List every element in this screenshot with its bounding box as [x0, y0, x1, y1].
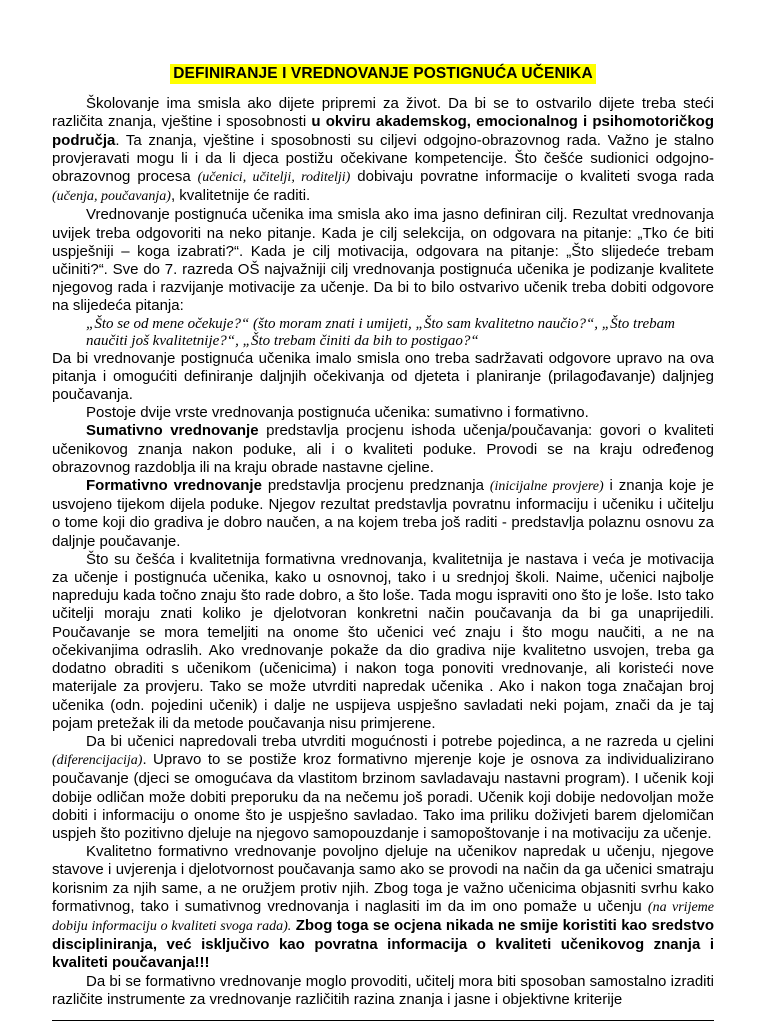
p1-text-e: dobivaju povratne informacije o kvaliteti svoga rada	[350, 168, 714, 186]
paragraph-3: Da bi vrednovanje postignuća učenika imalo smisla ono treba sadržavati odgovore upravo na ova pitanja i omogućiti definiranje daljnjih očekivanja od djeteta i planiranje (prilagođavanje) daljnjeg poučavanja.	[52, 349, 714, 404]
paragraph-5	[52, 422, 714, 477]
p1-italic-f: (učenja, poučavanja)	[52, 189, 171, 205]
paragraph-2: Vrednovanje postignuća učenika ima smisla ako ima jasno definiran cilj. Rezultat vrednovanja uvijek treba odgovoriti na neko pitanje. Kada je cilj selekcija, on odgovara na pitanje: „Tko će biti uspješniji – koga izabrati?“. Kada je cilj motivacija, odgovara na pitanje: „Što slijedeće trebam učiniti?“. Sve do 7. razreda OŠ najvažniji cilj vrednovanja postignuća učenika je podizanje kvalitete njegovog rada i razvijanje motivacije za učenje. Da bi to bilo ostvarivo učenik treba dobiti odgovore na slijedeća pitanja:	[52, 206, 714, 315]
bottom-rule	[52, 1020, 714, 1021]
p9-bold: Zbog toga se ocjena nikada ne smije koristiti kao sredstvo discipliniranja, već isključivo kao povratna informacija o kvaliteti učenikovog znanja i kvaliteti poučavanja!!!	[52, 916, 714, 972]
p8-text-c: . Upravo to se postiže kroz formativno mjerenje koje je osnova za individualizirano poučavanje (djeci se omogućava da vlastitom brzinom savladavaju nastavni program). I učenik koji dobije odličan može dobiti preporuku da na nečemu još poradi. Učenik koji dobije nedovoljan može dobiti i informaciju o onome što je uspješno savladao. Tako ima priliku doživjeti barem djelomičan uspjeh što pozitivno djeluje na njegovo samopouzdanje i samopoštovanje i na motivaciju za učenje.	[52, 751, 714, 842]
p5-text: predstavlja procjenu ishoda učenja/poučavanja: govori o kvaliteti učenikovog znanja nakon poduke, ali i o kvaliteti poduke. Provodi se na kraju određenog obrazovnog razdoblja ili na kraju obrade nastavne cjeline.	[52, 422, 714, 476]
document-page	[52, 64, 714, 1009]
question-quote: „Što se od mene očekuje?“ (što moram znati i umijeti, „Što sam kvalitetno naučio?“, „Što trebam naučiti još kvalitetnije?“, „Što trebam činiti da bih to postigao?“	[86, 315, 675, 349]
p9-italic: (na vrijeme dobiju informaciju o kvaliteti svoga rada).	[52, 899, 714, 934]
document-title: DEFINIRANJE I VREDNOVANJE POSTIGNUĆA UČENIKA	[170, 64, 596, 84]
paragraph-9	[52, 843, 714, 972]
p1-bold: u okviru akademskog, emocionalnog i psihomotoričkog područja	[52, 113, 714, 149]
paragraph-4: Postoje dvije vrste vrednovanja postignuća učenika: sumativno i formativno.	[86, 404, 589, 422]
p6-text-a: predstavlja procjenu predznanja	[261, 477, 490, 495]
p5-bold: Sumativno vrednovanje	[86, 422, 259, 440]
p1-italic-d: (učenici, učitelji, roditelji)	[197, 170, 351, 186]
p8-italic: (diferencijacija)	[52, 753, 143, 769]
paragraph-7: Što su češća i kvalitetnija formativna vrednovanja, kvalitetnija je nastava i veća je motivacija za učenje i postignuća učenika, kako u osnovnoj, tako i u srednjoj školi. Naime, učenici najbolje napreduju kada točno znaju što rade dobro, a što loše. Tada mogu ispraviti ono što je loše. Isto tako učitelji moraju znati koliko je djelotvoran konkretni način poučavanja da bi ga unaprijedili. Poučavanje se mora temeljiti na onome što učenici već znaju i što mogu naučiti, a ne na očekivanjima odraslih. Ako vrednovanje pokaže da dio gradiva nije kvalitetno usvojen, treba ga dodatno obraditi s učenikom (učenicima) i nakon toga ponoviti vrednovanje, ali koristeći nove materijale za provjeru. Tako se može utvrditi napredak učenika . Ako i nakon toga značajan broj učenika (odn. pojedini učenik) i dalje ne uspijeva uspješno savladati neki pojam, znači da je taj pojam pretežak ili da metode poučavanja nisu primjerene.	[52, 550, 714, 732]
p1-text-c: . Ta znanja, vještine i sposobnosti su ciljevi odgojno-obrazovnog rada. Važno je stalno provjeravati mogu li i da li djeca postižu očekivane kompetencije. Što češće sudionici odgojno-obrazovnog procesa	[52, 131, 714, 186]
p6-text-c: i znanja koje je usvojeno tijekom dijela poduke. Njegov rezultat predstavlja povratnu informaciju i učeniku i učitelju o tome koji dio gradiva je dobro naučen, a na kojem treba još raditi - predstavlja polaznu osnovu za daljnje poučavanje.	[52, 477, 714, 550]
paragraph-8	[52, 733, 714, 843]
p1-text-a: Školovanje ima smisla ako dijete pripremi za život. Da bi se to ostvarilo dijete treba steći različita znanja, vještine i sposobnosti	[52, 95, 714, 131]
p9-text-a: Kvalitetno formativno vrednovanje povoljno djeluje na učenikov napredak u učenju, njegove stavove i uvjerenja i djelotvornost poučavanja samo ako se provodi na način da ga učenici smatraju korisnim za njih same, a ne oružjem protiv njih. Zbog toga je važno učenicima objasniti svrhu kako formativnog, tako i sumativnog vrednovanja i naglasiti im da im ono pomaže u učenju	[52, 843, 714, 915]
paragraph-10: Da bi se formativno vrednovanje moglo provoditi, učitelj mora biti sposoban samostalno izraditi različite instrumente za vrednovanje različitih razina znanja i jasne i objektivne kriterije	[52, 972, 714, 1008]
paragraph-6	[52, 477, 714, 551]
p8-text-a: Da bi učenici napredovali treba utvrditi mogućnosti i potrebe pojedinca, a ne razreda u cjelini	[86, 732, 714, 750]
p1-text-g: , kvalitetnije će raditi.	[170, 187, 311, 205]
title-wrap	[52, 64, 714, 84]
paragraph-1	[52, 95, 714, 206]
p6-italic: (inicijalne provjere)	[489, 479, 604, 495]
p6-bold: Formativno vrednovanje	[86, 477, 262, 495]
